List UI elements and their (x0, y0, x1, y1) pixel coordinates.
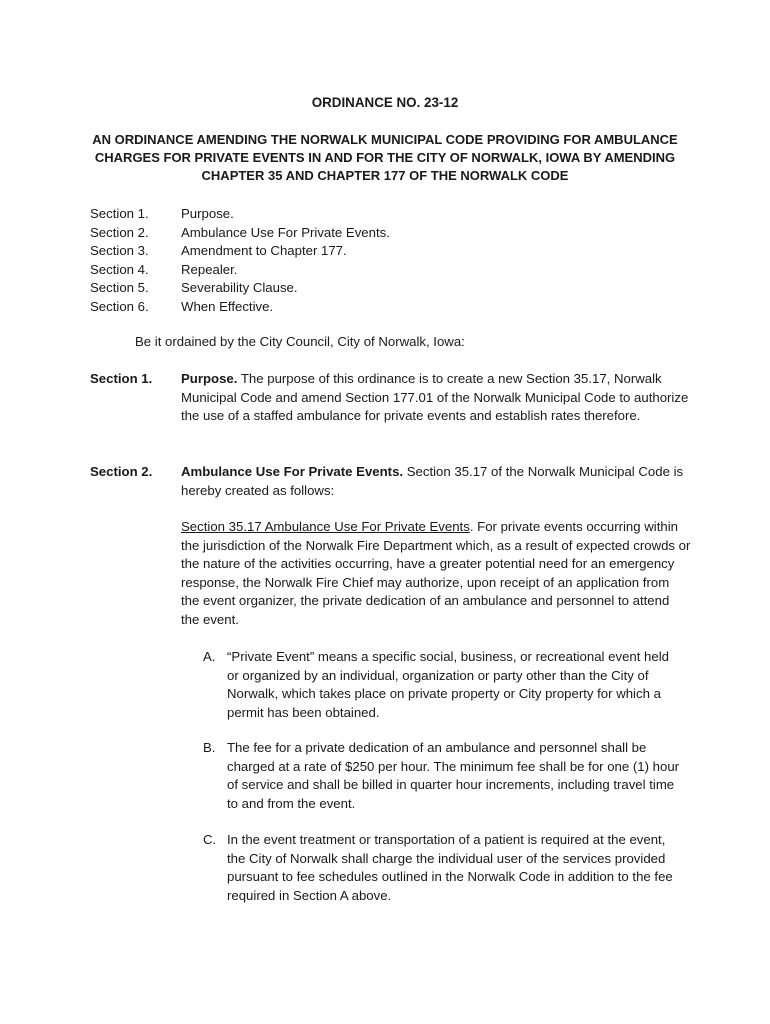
section-label: Section 1. (90, 371, 153, 386)
table-of-contents (90, 205, 650, 317)
toc-section-title: Purpose. (181, 206, 234, 221)
toc-section-number: Section 5. (90, 280, 149, 296)
subsection-heading: Section 35.17 Ambulance Use For Private Events (181, 519, 470, 534)
toc-section-number: Section 2. (90, 224, 149, 240)
toc-section-title: When Effective. (181, 298, 274, 314)
title-line: CHARGES FOR PRIVATE EVENTS IN AND FOR THE CITY OF NORWALK, IOWA BY AMENDING (94, 150, 676, 166)
ordinance-title (80, 131, 690, 186)
list-letter: C. (203, 832, 217, 847)
section-label: Section 2. (90, 464, 153, 479)
list-text: In the event treatment or transportation of a patient is required at the event, the City of Norwalk shall charge the individual user of the services provided pursuant to fee schedules outlined in the Norwalk Code in addition to the fee required in Section A above. (227, 832, 673, 903)
section-1 (90, 370, 690, 426)
section-2 (90, 463, 690, 500)
toc-row (90, 261, 650, 280)
ordinance-number: ORDINANCE NO. 23-12 (311, 95, 459, 110)
list-item (203, 831, 683, 905)
list-item (203, 648, 683, 722)
list-text: The fee for a private dedication of an ambulance and personnel shall be charged at a rate of $250 per hour. The minimum fee shall be for one (1) hour of service and shall be billed in quarter hour increments, including travel time to and from the event. (227, 740, 680, 811)
toc-section-number: Section 1. (90, 206, 149, 221)
list-item (203, 739, 683, 813)
section-text: The purpose of this ordinance is to create a new Section 35.17, Norwalk Municipal Code and amend Section 177.01 of the Norwalk Municipal Code to authorize the use of a staffed ambulance for private events and establish rates therefore. (181, 371, 689, 424)
title-line: AN ORDINANCE AMENDING THE NORWALK MUNICIPAL CODE PROVIDING FOR AMBULANCE (92, 132, 678, 147)
list-letter: A. (203, 649, 216, 664)
ordained-clause: Be it ordained by the City Council, City of Norwalk, Iowa: (135, 334, 465, 349)
section-body (181, 370, 690, 426)
toc-row (90, 279, 650, 298)
toc-section-number: Section 4. (90, 261, 149, 277)
toc-section-title: Severability Clause. (181, 280, 298, 296)
toc-row (90, 242, 650, 261)
section-text: Section 35.17 of the Norwalk Municipal Code is hereby created as follows: (181, 464, 684, 498)
toc-row (90, 224, 650, 243)
section-body (181, 463, 690, 500)
list-letter: B. (203, 740, 216, 755)
list-text: “Private Event” means a specific social, business, or recreational event held or organized by an individual, organization or party other than the City of Norwalk, which takes place on private property or City property for which a permit has been obtained. (227, 649, 669, 720)
toc-section-number: Section 6. (90, 298, 149, 314)
toc-section-title: Amendment to Chapter 177. (181, 243, 347, 259)
section-heading: Ambulance Use For Private Events. (181, 464, 404, 479)
toc-row (90, 205, 650, 224)
toc-row (90, 298, 650, 317)
subsection-text: . For private events occurring within the jurisdiction of the Norwalk Fire Department which, as a result of expected crowds or the nature of the activities occurring, have a greater potential need for an emergency response, the Norwalk Fire Chief may authorize, upon receipt of an application from the event organizer, the private dedication of an ambulance and personnel to attend the event. (181, 519, 691, 627)
toc-section-title: Ambulance Use For Private Events. (181, 224, 390, 240)
toc-section-title: Repealer. (181, 261, 238, 277)
section-heading: Purpose. (181, 371, 238, 386)
title-line: CHAPTER 35 AND CHAPTER 177 OF THE NORWALK CODE (201, 168, 569, 184)
toc-section-number: Section 3. (90, 243, 149, 259)
subsection-35-17 (181, 518, 691, 630)
